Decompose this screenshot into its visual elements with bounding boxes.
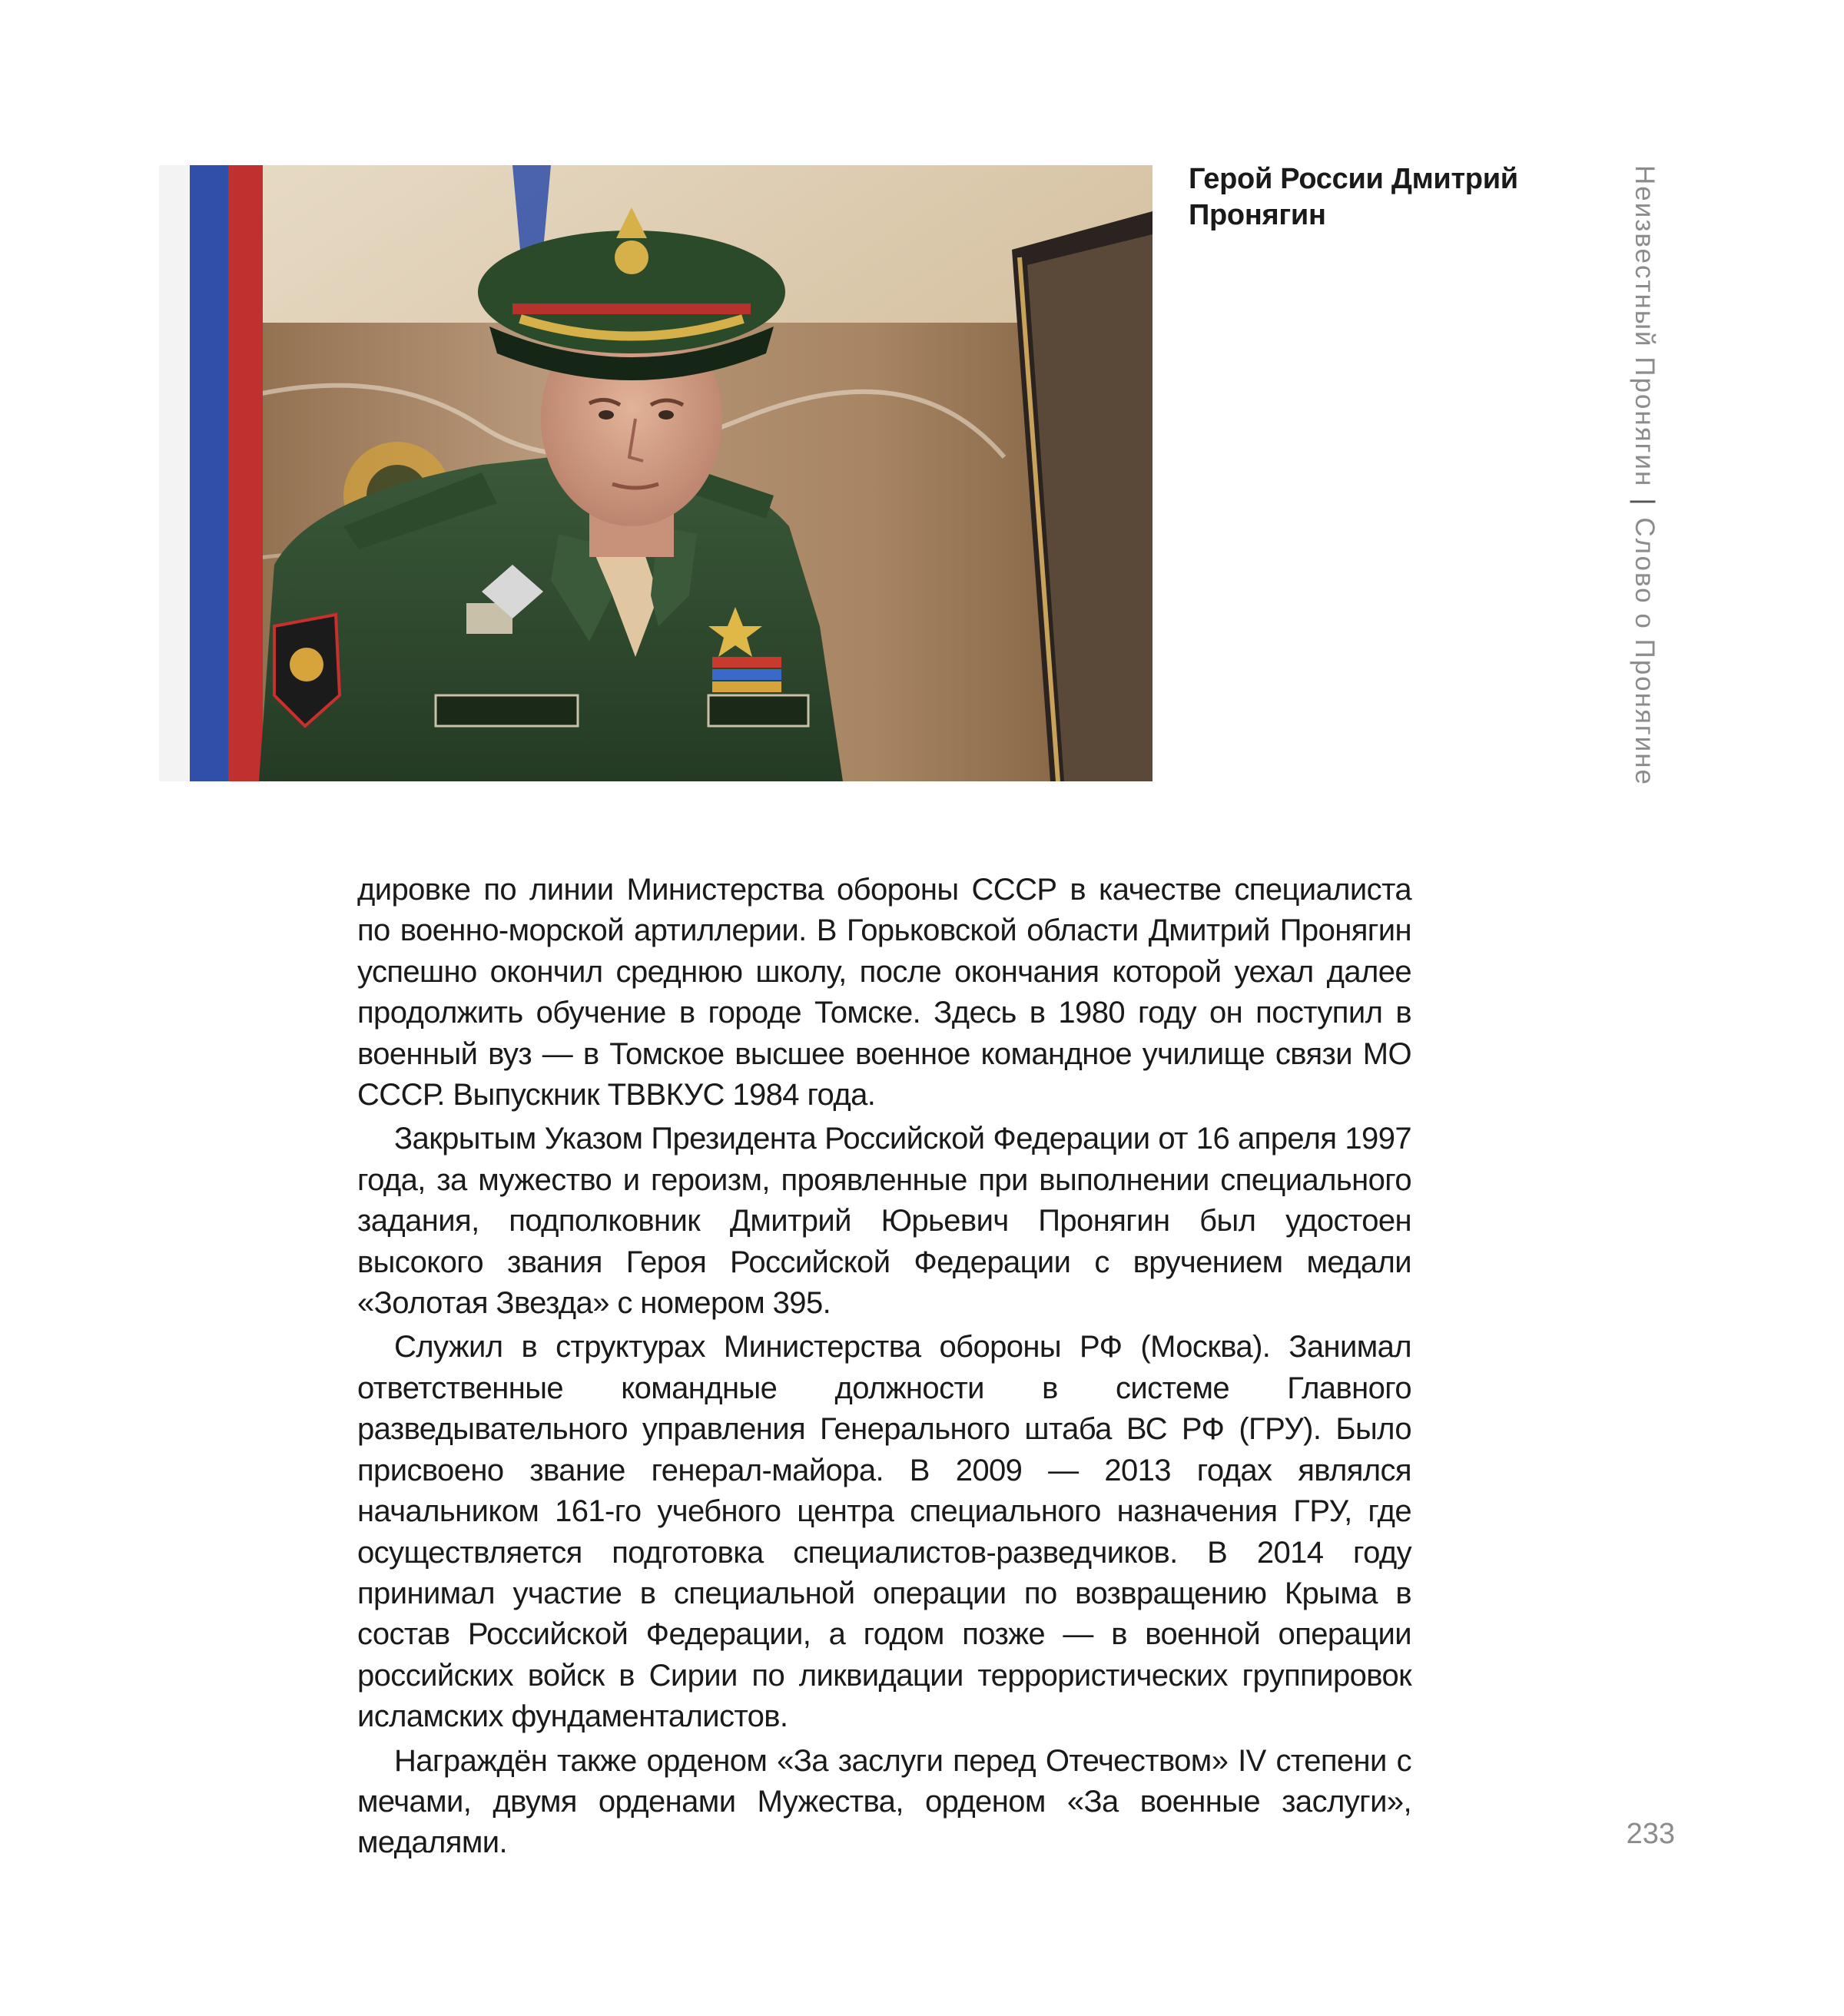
page-number: 233 [1626,1818,1675,1850]
photo-caption [1189,161,1588,234]
running-head-book-title: Неизвестный Пронягин [1630,165,1660,488]
caption-line: Герой России Дмитрий [1189,163,1518,195]
portrait-photo [159,165,1152,781]
running-head-separator: | [1630,498,1660,507]
caption-line: Пронягин [1189,199,1326,231]
paragraph: дировке по линии Министерства обороны СССР в качестве специалиста по военно-морской артиллерии. В Горьковской области Дмитрий Пронягин успешно окончил среднюю школу, после окончания которой уехал далее продолжить обучение в городе Томске. Здесь в 1980 году он поступил в военный вуз — в Томское высшее военное командное училище связи МО СССР. Выпускник ТВВКУС 1984 года. [357,873,1411,1112]
portrait-photo-illustration [159,165,1152,781]
paragraph: Служил в структурах Министерства обороны РФ (Москва). Занимал ответственные командные должности в системе Главного разведывательного управления Генерального штаба ВС РФ (ГРУ). Было присвоено звание генерал-майора. В 2009 — 2013 годах являлся начальником 161-го учебного центра специального назначения ГРУ, где осуществляется подготовка специалистов-разведчиков. В 2014 году принимал участие в специальной операции по возвращению Крыма в состав Российской Федерации, а годом позже — в военной операции российских войск в Сирии по ликвидации террористических группировок исламских фундаменталистов. [357,1330,1411,1734]
running-head-chapter-title: Слово о Пронягине [1630,517,1660,787]
paragraph: Закрытым Указом Президента Российской Федерации от 16 апреля 1997 года, за мужество и героизм, проявленные при выполнении специального задания, подполковник Дмитрий Юрьевич Пронягин был удостоен высокого звания Героя Российской Федерации с вручением медали «Золотая Звезда» с номером 395. [357,1122,1411,1321]
body-text [357,870,1411,1864]
paragraph: Награждён также орденом «За заслуги перед Отечеством» IV степени с мечами, двумя орденами Мужества, орденом «За военные заслуги», медалями. [357,1743,1411,1860]
running-head [1623,165,1669,787]
